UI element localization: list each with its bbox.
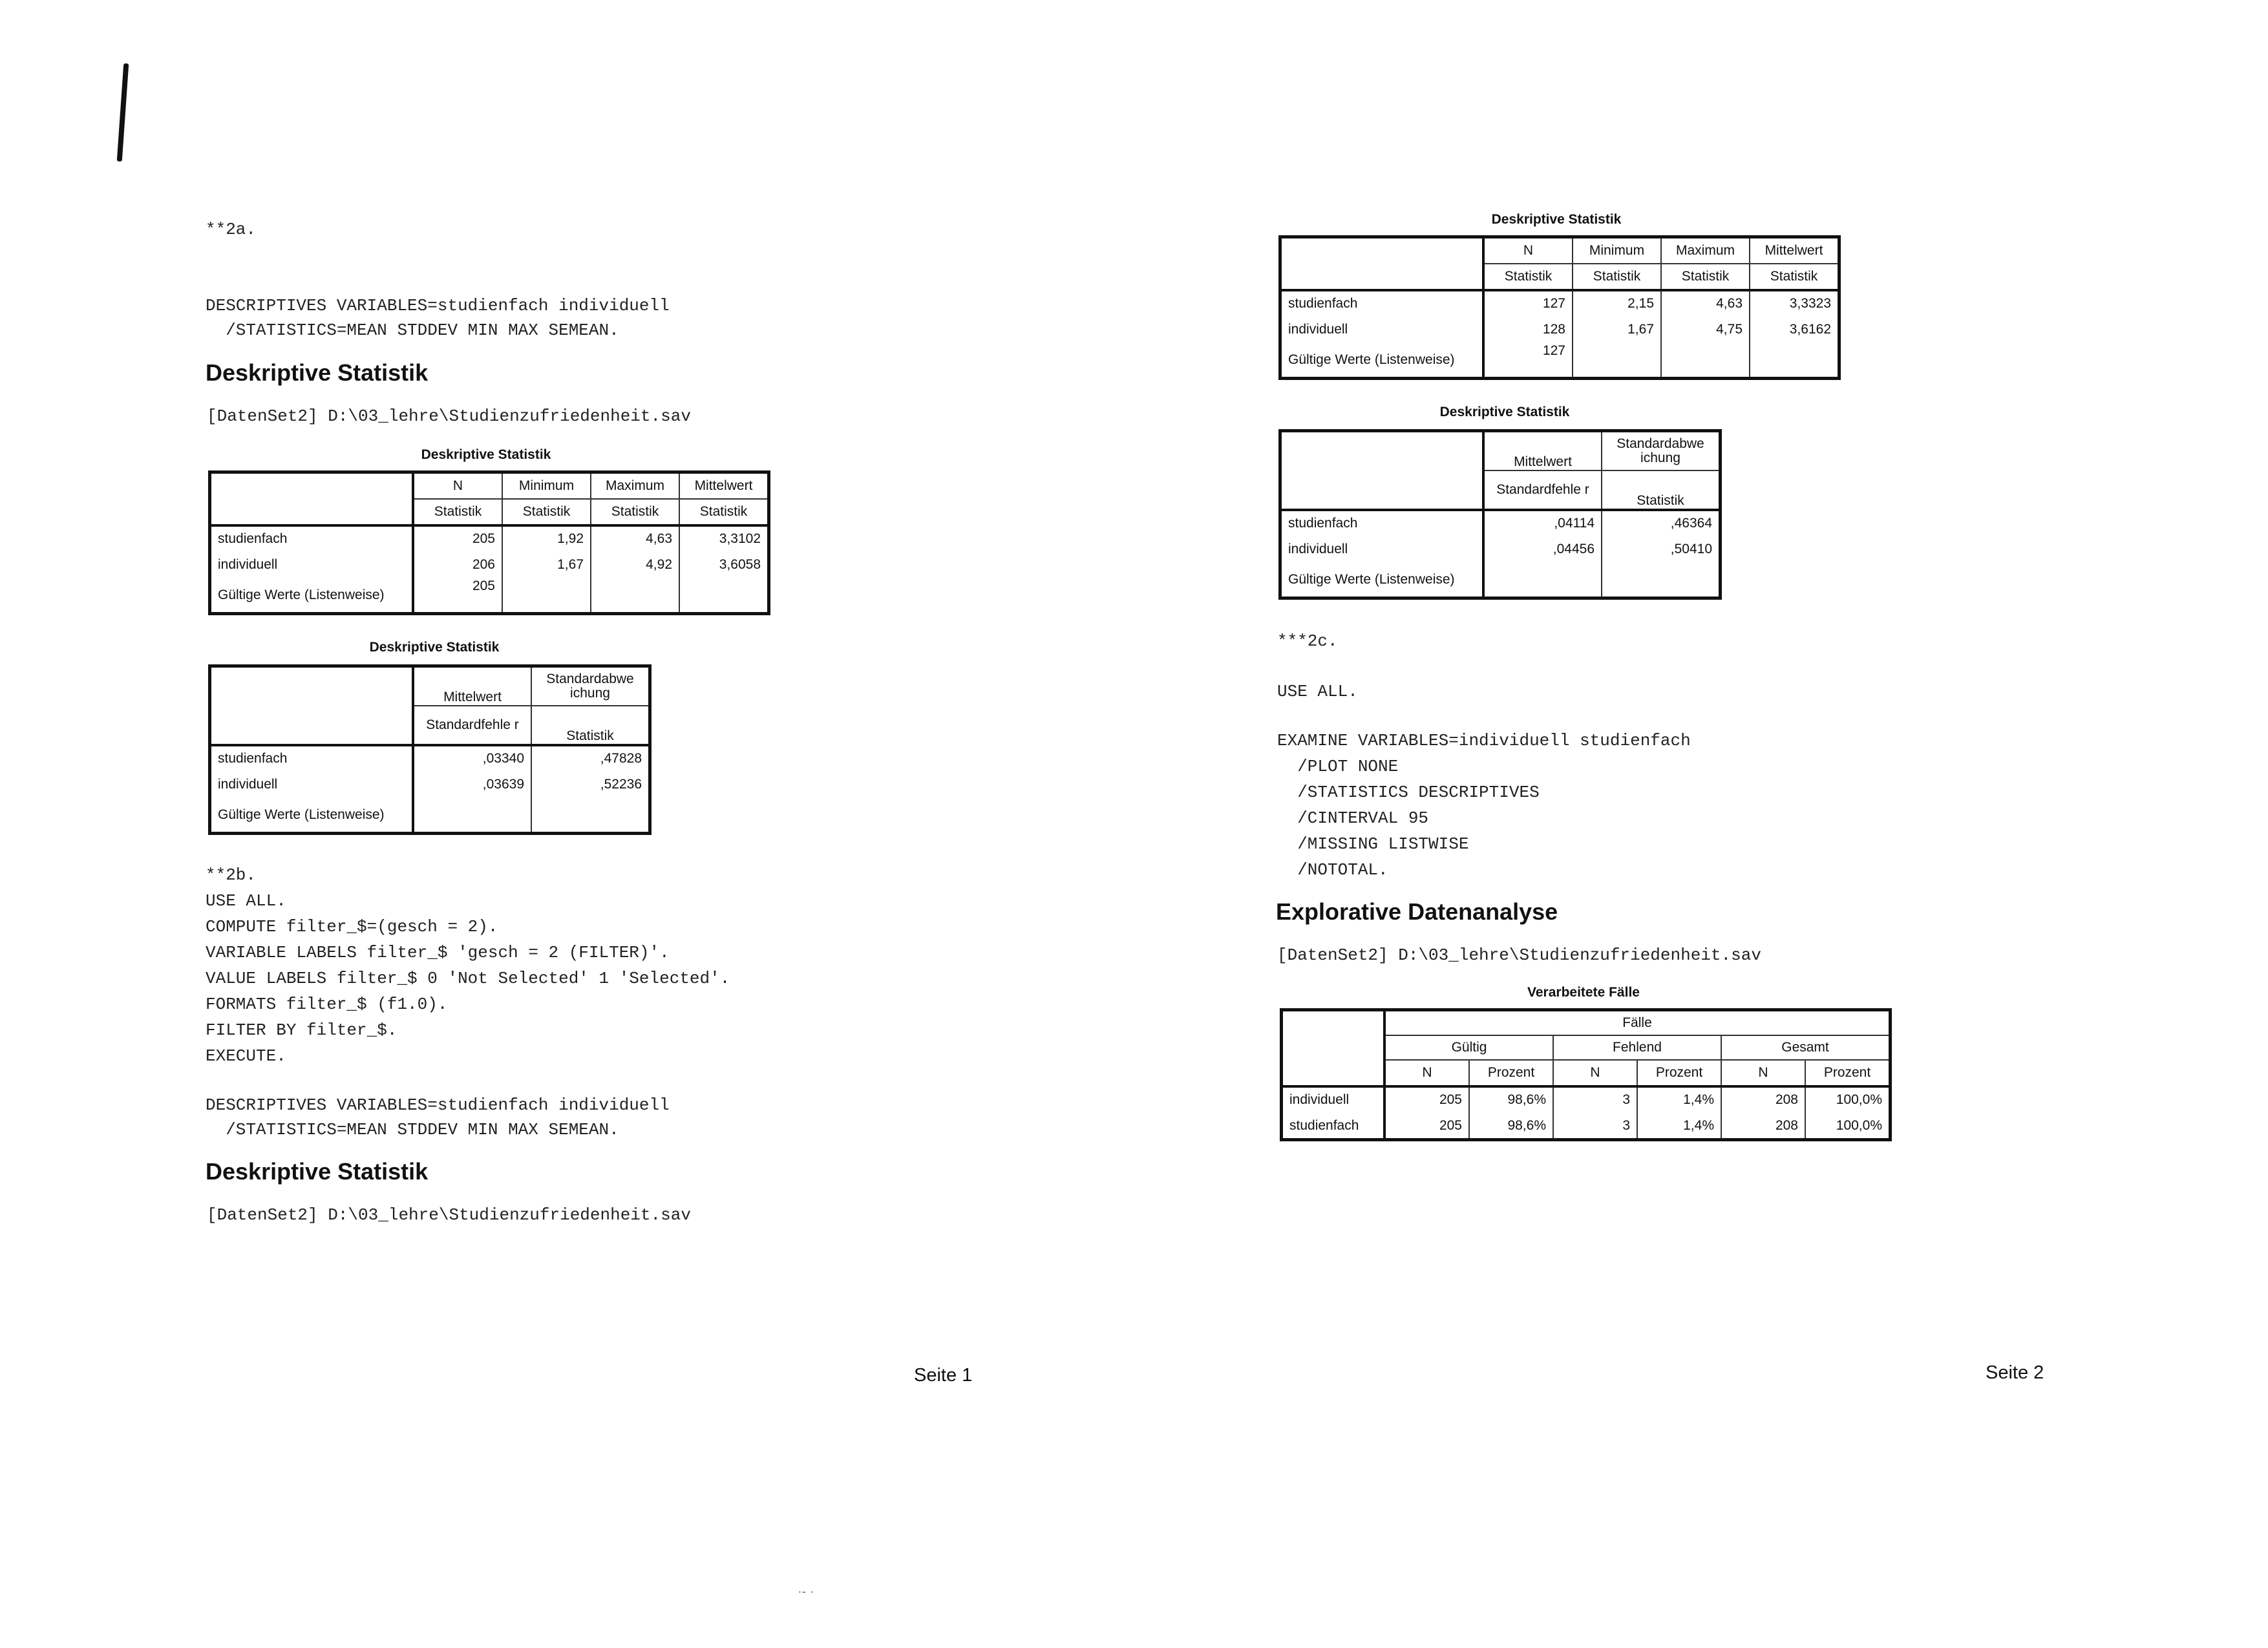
row-label: Gültige Werte (Listenweise) [1280,562,1484,598]
cell: ,47828 [531,745,650,772]
cell [1750,343,1839,379]
cell: ,46364 [1602,510,1721,536]
cell: 4,63 [1661,290,1750,317]
sub-header: Statistik [413,499,502,525]
cell [1573,343,1661,379]
syntax-2b-line: FILTER BY filter_$. [206,1020,397,1040]
group-header: Gesamt [1721,1035,1891,1060]
cell: 1,4% [1637,1113,1721,1140]
row-label: individuell [1280,317,1484,343]
table-row [210,525,769,552]
cell: 127 [1483,290,1573,317]
cell: 3,6058 [679,552,769,578]
corner-cell [210,666,414,746]
cell: 1,4% [1637,1086,1721,1113]
syntax-2c-line: /MISSING LISTWISE [1277,834,1469,854]
dataset-path: [DatenSet2] D:\03_lehre\Studienzufriedenheit.sav [207,1205,691,1225]
col-header: Minimum [502,472,591,500]
col-header: Mittelwert [1483,431,1602,471]
dataset-path: [DatenSet2] D:\03_lehre\Studienzufriedenheit.sav [1277,945,1761,965]
table-row [210,745,650,772]
syntax-2c-line: /NOTOTAL. [1277,860,1388,880]
table-row [1282,1113,1891,1140]
corner-cell [1280,237,1484,291]
syntax-2b-line: USE ALL. [206,891,286,911]
sub-header: Prozent [1469,1060,1553,1086]
descriptives-table-1 [208,470,770,615]
cell [413,798,531,834]
processing-summary-table [1280,1008,1892,1141]
col-header: Standardabwe ichung [1602,431,1721,471]
table-title: Deskriptive Statistik [369,640,500,655]
cell: 98,6% [1469,1113,1553,1140]
sub-header: Statistik [531,706,650,745]
cell [591,578,679,614]
table-title: Verarbeitete Fälle [1527,985,1640,1000]
table-row [1280,343,1839,379]
cell: 4,63 [591,525,679,552]
cell: 100,0% [1805,1113,1891,1140]
syntax-2b-desc-line-1: DESCRIPTIVES VARIABLES=studienfach individuell [206,1095,670,1115]
sub-header: Statistik [1483,264,1573,290]
row-label: studienfach [1282,1113,1385,1140]
descriptives-table-4 [1278,429,1722,600]
cell [1661,343,1750,379]
table-row [1280,562,1721,598]
cell: 205 [1384,1113,1469,1140]
col-header: Mittelwert [413,666,531,706]
syntax-2b-line: FORMATS filter_$ (f1.0). [206,995,448,1014]
dataset-path: [DatenSet2] D:\03_lehre\Studienzufriedenheit.sav [207,407,691,426]
col-header: Minimum [1573,237,1661,264]
row-label: individuell [1280,536,1484,562]
group-header: Gültig [1384,1035,1553,1060]
cell: ,04114 [1483,510,1602,536]
cell: ,52236 [531,772,650,798]
col-header: Mittelwert [679,472,769,500]
scan-smudge: ·- · [798,1585,814,1599]
cell: 205 [413,525,502,552]
table-row [1280,536,1721,562]
corner-cell [1282,1010,1385,1087]
cell: 1,67 [1573,317,1661,343]
col-header: Maximum [591,472,679,500]
row-label: individuell [210,772,414,798]
table-row [1280,290,1839,317]
cell: 4,75 [1661,317,1750,343]
cell [1602,562,1721,598]
col-header: N [1483,237,1573,264]
sub-header: Statistik [591,499,679,525]
table-title: Deskriptive Statistik [421,447,551,462]
syntax-2b-desc-line-2: /STATISTICS=MEAN STDDEV MIN MAX SEMEAN. [206,1120,619,1139]
row-label: studienfach [210,745,414,772]
table-row [210,772,650,798]
cell: 3,3323 [1750,290,1839,317]
syntax-2a-line-1: DESCRIPTIVES VARIABLES=studienfach individuell [206,296,670,315]
cell: 206 [413,552,502,578]
section-heading: Deskriptive Statistik [206,359,429,386]
sub-header: Statistik [1661,264,1750,290]
syntax-2b-line: VARIABLE LABELS filter_$ 'gesch = 2 (FILTER)'. [206,943,670,962]
sub-header: Statistik [502,499,591,525]
row-label: studienfach [210,525,414,552]
col-header: N [413,472,502,500]
syntax-2b-line: COMPUTE filter_$=(gesch = 2). [206,917,498,936]
cell: ,04456 [1483,536,1602,562]
table-row [1280,317,1839,343]
col-header: Mittelwert [1750,237,1839,264]
table-title: Deskriptive Statistik [1439,405,1570,419]
cell: 98,6% [1469,1086,1553,1113]
handwritten-stroke [117,63,129,162]
cell: 205 [413,578,502,614]
cell: 3,3102 [679,525,769,552]
syntax-2c-line: /PLOT NONE [1277,757,1399,776]
sub-header: N [1553,1060,1637,1086]
syntax-2b-line: VALUE LABELS filter_$ 0 'Not Selected' 1 'Selected'. [206,969,730,988]
col-header: Maximum [1661,237,1750,264]
section-heading: Deskriptive Statistik [206,1158,429,1185]
cell: 1,67 [502,552,591,578]
row-label: individuell [1282,1086,1385,1113]
table-row [1280,510,1721,536]
cell: 3 [1553,1113,1637,1140]
row-label: studienfach [1280,290,1484,317]
sub-header: Statistik [1573,264,1661,290]
cell: ,50410 [1602,536,1721,562]
sub-header: Prozent [1637,1060,1721,1086]
cell: 208 [1721,1113,1805,1140]
page-number: Seite 2 [1986,1362,2044,1383]
col-header: Standardabwe ichung [531,666,650,706]
cell: 1,92 [502,525,591,552]
table-row [210,552,769,578]
syntax-2c-line: /STATISTICS DESCRIPTIVES [1277,783,1540,802]
syntax-label-2c: ***2c. [1277,631,1338,651]
row-label: individuell [210,552,414,578]
sub-header: Prozent [1805,1060,1891,1086]
cell: 4,92 [591,552,679,578]
cell: ,03340 [413,745,531,772]
syntax-2c-line: /CINTERVAL 95 [1277,808,1429,828]
descriptives-table-3 [1278,235,1841,380]
syntax-2b-line: EXECUTE. [206,1046,286,1066]
cell: 205 [1384,1086,1469,1113]
cell: ,03639 [413,772,531,798]
sub-header: Standardfehle r [413,706,531,745]
page-number: Seite 1 [914,1365,973,1386]
syntax-2c-line: EXAMINE VARIABLES=individuell studienfach [1277,731,1691,750]
cell [531,798,650,834]
row-label: studienfach [1280,510,1484,536]
group-header: Fehlend [1553,1035,1721,1060]
table-row [210,578,769,614]
syntax-2a-line-2: /STATISTICS=MEAN STDDEV MIN MAX SEMEAN. [206,321,619,340]
cell [502,578,591,614]
table-row [210,798,650,834]
syntax-label-2a: **2a. [206,220,257,239]
cell: 3 [1553,1086,1637,1113]
sub-header: Standardfehle r [1483,470,1602,510]
table-title: Deskriptive Statistik [1491,212,1622,227]
cell [679,578,769,614]
syntax-use-all: USE ALL. [1277,682,1358,701]
cell: 208 [1721,1086,1805,1113]
syntax-2b-line: **2b. [206,865,257,885]
sub-header: Statistik [1602,470,1721,510]
cell: 2,15 [1573,290,1661,317]
cell: 128 [1483,317,1573,343]
sub-header: N [1721,1060,1805,1086]
sub-header: Statistik [679,499,769,525]
corner-cell [210,472,414,526]
top-header: Fälle [1384,1010,1891,1036]
cell: 100,0% [1805,1086,1891,1113]
sub-header: Statistik [1750,264,1839,290]
corner-cell [1280,431,1484,511]
cell: 3,6162 [1750,317,1839,343]
table-row [1282,1086,1891,1113]
descriptives-table-2 [208,664,652,835]
section-heading: Explorative Datenanalyse [1276,898,1558,925]
sub-header: N [1384,1060,1469,1086]
row-label: Gültige Werte (Listenweise) [210,578,414,614]
cell [1483,562,1602,598]
row-label: Gültige Werte (Listenweise) [210,798,414,834]
row-label: Gültige Werte (Listenweise) [1280,343,1484,379]
cell: 127 [1483,343,1573,379]
